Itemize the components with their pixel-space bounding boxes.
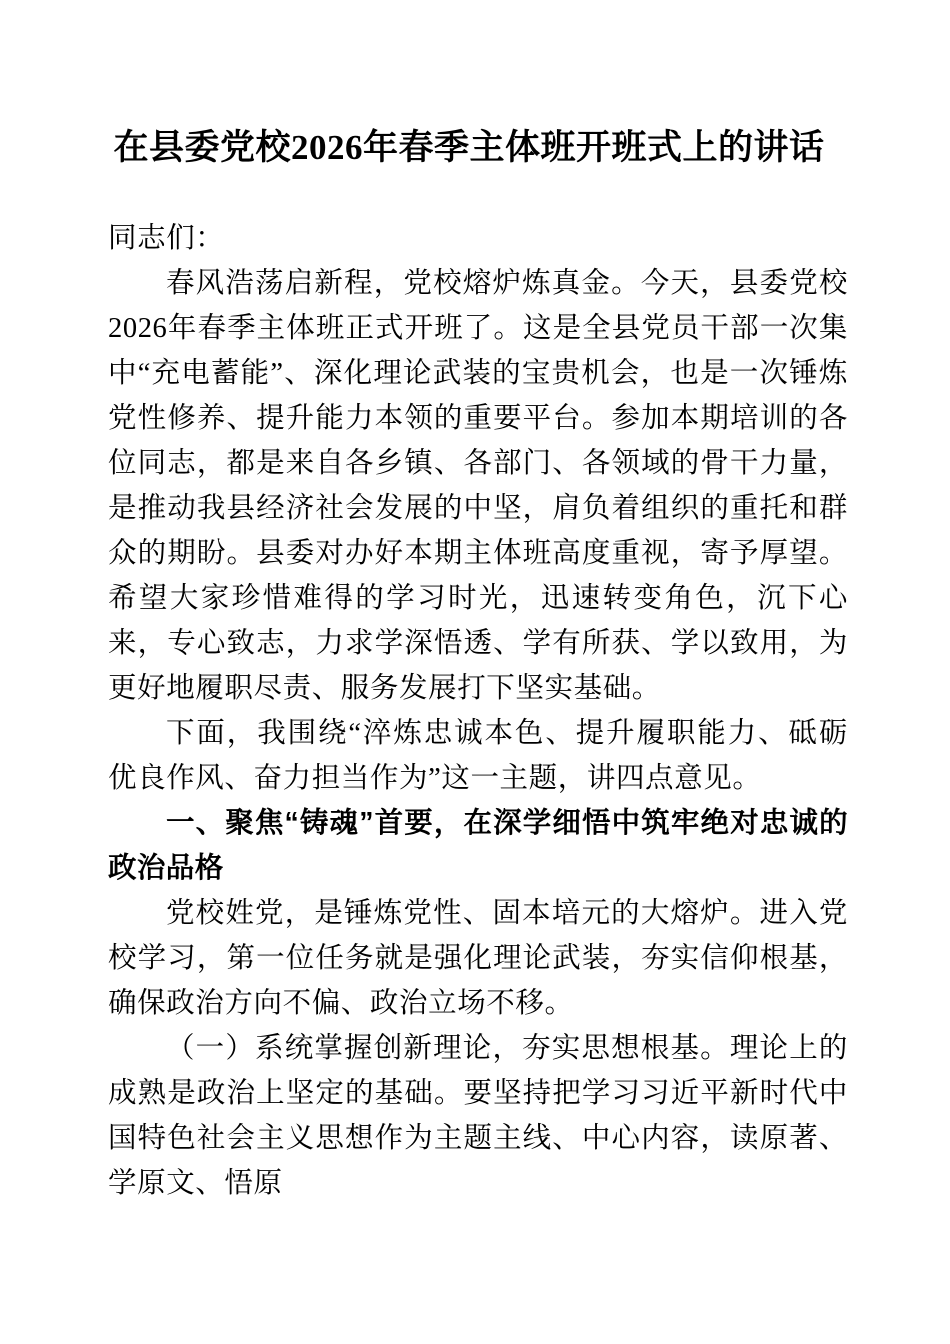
body-paragraph-2: 下面，我围绕“淬炼忠诚本色、提升履职能力、砥砺优良作风、奋力担当作为”这一主题，讲四点意见。	[108, 718, 848, 794]
salutation-line: 同志们：	[108, 223, 225, 254]
document-content	[108, 0, 848, 1206]
body-paragraph-1: 春风浩荡启新程，党校熔炉炼真金。今天，县委党校2026年春季主体班正式开班了。这是全县党员干部一次集中“充电蓄能”、深化理论武装的宝贵机会，也是一次锤炼党性修养、提升能力本领的重要平台。参加本期培训的各位同志，都是来自各乡镇、各部门、各领域的骨干力量，是推动我县经济社会发展的中坚，肩负着组织的重托和群众的期盼。县委对办好本期主体班高度重视，寄予厚望。希望大家珍惜难得的学习时光，迅速转变角色，沉下心来，专心致志，力求学深悟透、学有所获、学以致用，为更好地履职尽责、服务发展打下坚实基础。	[108, 268, 848, 704]
body-paragraph-4: （一）系统掌握创新理论，夯实思想根基。理论上的成熟是政治上坚定的基础。要坚持把学习习近平新时代中国特色社会主义思想作为主题主线、中心内容，读原著、学原文、悟原	[108, 1033, 848, 1199]
document-body	[108, 216, 848, 1206]
body-paragraph-3: 党校姓党，是锤炼党性、固本培元的大熔炉。进入党校学习，第一位任务就是强化理论武装，夯实信仰根基，确保政治方向不偏、政治立场不移。	[108, 898, 848, 1019]
document-title: 在县委党校2026年春季主体班开班式上的讲话	[113, 128, 825, 167]
section-heading-1: 一、聚焦“铸魂”首要，在深学细悟中筑牢绝对忠诚的政治品格	[108, 807, 848, 884]
